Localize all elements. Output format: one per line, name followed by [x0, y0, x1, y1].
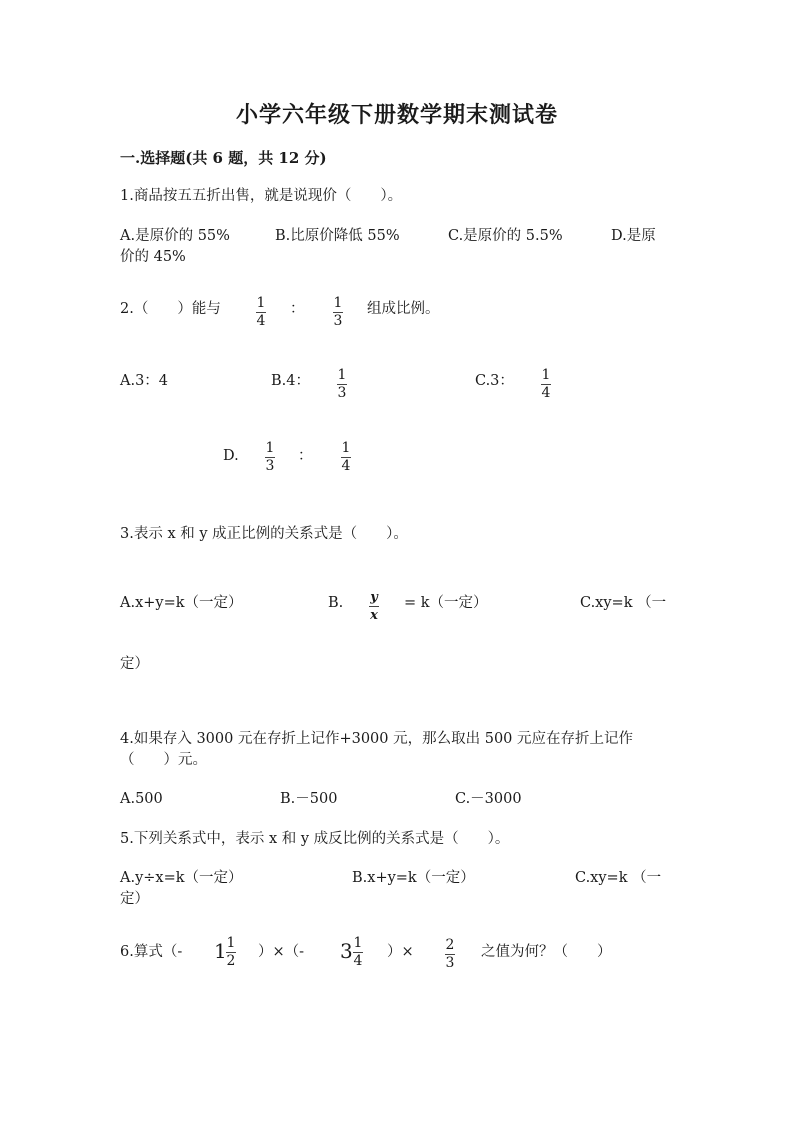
q3-option-c-cont: 定）	[120, 656, 149, 672]
q1-option-c: C.是原价的 5.5%	[448, 228, 563, 244]
q2-option-d-fraction-1: 1 3	[265, 440, 275, 474]
question-2-stem: 2.（ ）能与	[120, 301, 221, 317]
q3-option-b: B.	[328, 595, 344, 611]
question-3-stem: 3.表示 x 和 y 成正比例的关系式是（ ）。	[120, 526, 408, 542]
q2-option-d: D.	[223, 448, 239, 464]
q3-option-c: C.xy=k （一	[580, 595, 667, 611]
q1-option-b: B.比原价降低 55%	[275, 228, 400, 244]
q2-option-b: B.4：	[271, 373, 310, 389]
q6-mixed-number-1-fraction: 1 2	[226, 935, 236, 969]
q6-fraction: 2 3	[445, 937, 455, 971]
q4-option-b: B.－500	[280, 791, 338, 807]
question-1-stem: 1.商品按五五折出售，就是说现价（ ）。	[120, 188, 403, 204]
question-6-stem: 6.算式（-	[120, 944, 183, 960]
q1-option-d-cont: 价的 45%	[120, 249, 186, 265]
question-5-stem: 5.下列关系式中，表示 x 和 y 成反比例的关系式是（ ）。	[120, 831, 510, 847]
q5-option-b: B.x+y=k（一定）	[352, 870, 475, 886]
q6-times: ）×	[387, 944, 414, 960]
q2-fraction-1: 1 4	[256, 295, 266, 329]
q2-colon: ：	[290, 301, 305, 317]
page-title: 小学六年级下册数学期末测试卷	[235, 102, 558, 128]
q3-option-b-fraction: y x	[370, 590, 378, 623]
q4-option-a: A.500	[120, 791, 163, 807]
section-heading: 一.选择题(共 6 题，共 12 分)	[120, 149, 327, 167]
q2-option-d-colon: ：	[298, 448, 313, 464]
q2-option-d-fraction-2: 1 4	[341, 440, 351, 474]
q5-option-c: C.xy=k （一	[575, 870, 662, 886]
q6-mid: ）×（-	[258, 944, 305, 960]
q2-option-c: C.3：	[475, 373, 514, 389]
question-4-stem: 4.如果存入 3000 元在存折上记作+3000 元，那么取出 500 元应在存折上记作	[120, 731, 634, 747]
question-4-stem-cont: （ ）元。	[120, 752, 207, 768]
q6-mixed-number-1-whole: 1	[214, 939, 227, 963]
q2-stem-end: 组成比例。	[367, 301, 440, 317]
q6-mixed-number-2-fraction: 1 4	[353, 935, 363, 969]
q2-fraction-2: 1 3	[333, 295, 343, 329]
q1-option-a: A.是原价的 55%	[120, 228, 230, 244]
q1-option-d: D.是原	[611, 228, 656, 244]
q6-mixed-number-2-whole: 3	[340, 939, 353, 963]
q5-option-c-cont: 定）	[120, 891, 149, 907]
q3-option-b-rest: = k（一定）	[404, 595, 488, 611]
q2-option-a: A.3：4	[120, 373, 169, 389]
q5-option-a: A.y÷x=k（一定）	[120, 870, 243, 886]
q6-stem-end: 之值为何？（ ）	[481, 944, 612, 960]
q4-option-c: C.－3000	[455, 791, 522, 807]
q2-option-b-fraction: 1 3	[337, 367, 347, 401]
q2-option-c-fraction: 1 4	[541, 367, 551, 401]
q3-option-a: A.x+y=k（一定）	[120, 595, 243, 611]
